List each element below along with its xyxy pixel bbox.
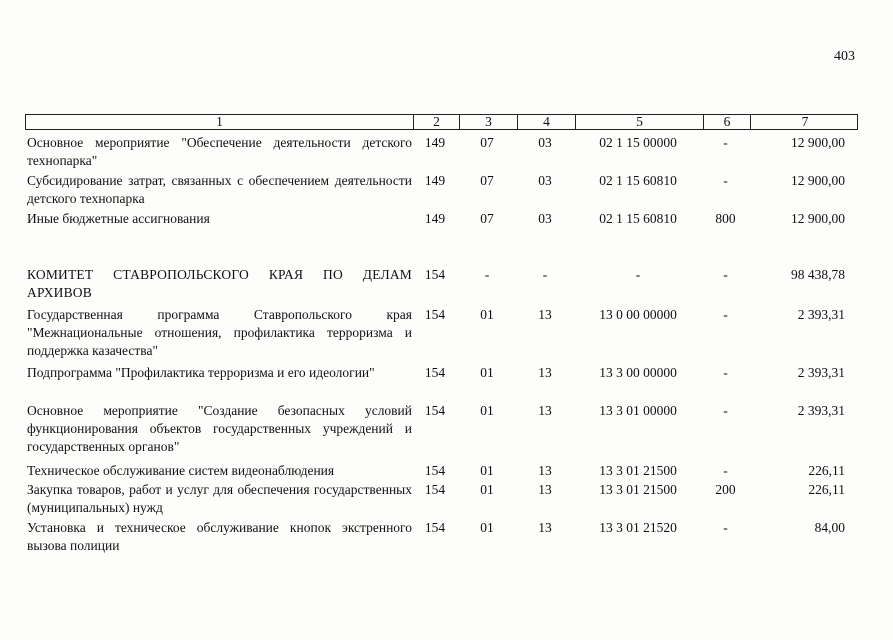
row-col-6: - [723,403,728,418]
row-col-5: 13 3 01 00000 [599,403,677,418]
header-col-2: 2 [413,115,459,129]
row-col-7: 12 900,00 [791,135,845,150]
row-col-3: 01 [480,482,494,497]
row-col-3: 01 [480,307,494,322]
header-col-5: 5 [575,115,703,129]
row-col-4: 03 [538,135,552,150]
header-col-1: 1 [216,114,223,129]
row-col-6: - [723,135,728,150]
table-row [25,172,858,208]
row-col-3: 07 [480,211,494,226]
row-col-3: 01 [480,520,494,535]
table-row [25,266,858,302]
header-col-3: 3 [459,115,517,129]
row-col-4: 13 [538,463,552,478]
table-row [25,306,858,360]
row-col-2: 154 [424,365,446,380]
row-col-2: 154 [424,482,446,497]
row-col-7: 226,11 [808,463,845,478]
row-col-5: 02 1 15 60810 [599,173,677,188]
row-name: Подпрограмма "Профилактика терроризма и его идеологии" [27,365,375,380]
row-col-3: 01 [480,403,494,418]
table-row [25,519,858,555]
row-col-4: 13 [538,403,552,418]
row-col-2: 149 [424,173,446,188]
row-col-5: 13 0 00 00000 [599,307,677,322]
row-col-7: 2 393,31 [797,365,845,380]
row-name: КОМИТЕТ СТАВРОПОЛЬСКОГО КРАЯ ПО ДЕЛАМ АРХИВОВ [27,267,412,300]
row-name: Закупка товаров, работ и услуг для обеспечения государственных (муниципальных) нужд [27,482,412,515]
row-col-2: 154 [424,520,446,535]
row-col-6: - [723,365,728,380]
header-col-6: 6 [703,115,750,129]
row-name: Техническое обслуживание систем видеонаблюдения [27,463,335,478]
row-col-2: 154 [424,463,446,478]
row-col-7: 12 900,00 [791,211,845,226]
row-col-2: 149 [424,135,446,150]
table-row [25,462,858,480]
row-col-3: 01 [480,365,494,380]
row-col-4: 13 [538,520,552,535]
row-col-5: 13 3 01 21500 [599,482,677,497]
row-col-7: 2 393,31 [797,403,845,418]
row-col-2: 149 [424,211,446,226]
row-col-7: 2 393,31 [797,307,845,322]
table-row [25,402,858,456]
budget-table [25,114,858,553]
row-col-5: 02 1 15 60810 [599,211,677,226]
row-col-6: - [723,307,728,322]
table-row [25,210,858,228]
row-col-7: 226,11 [808,482,845,497]
row-col-4: 13 [538,365,552,380]
table-row [25,481,858,517]
row-name: Основное мероприятие "Создание безопасных условий функционирования объектов государственных учреждений и государственных органов" [27,403,412,454]
row-col-5: 13 3 01 21520 [599,520,677,535]
row-col-4: - [542,267,548,282]
table-row [25,364,858,382]
row-col-6: 200 [715,482,736,497]
row-col-2: 154 [424,267,446,282]
row-col-5: - [635,267,641,282]
row-col-5: 13 3 01 21500 [599,463,677,478]
table-row [25,134,858,170]
row-col-4: 03 [538,173,552,188]
row-col-4: 13 [538,482,552,497]
table-header [25,114,858,130]
row-name: Установка и техническое обслуживание кнопок экстренного вызова полиции [27,520,412,553]
row-col-3: 07 [480,135,494,150]
row-col-4: 03 [538,211,552,226]
row-col-3: - [484,267,490,282]
row-col-6: - [723,267,728,282]
header-col-7: 7 [750,115,859,129]
row-col-6: - [723,173,728,188]
row-name: Иные бюджетные ассигнования [27,211,210,226]
row-name: Государственная программа Ставропольского края "Межнациональные отношения, профилактика терроризма и поддержка казачества" [27,307,412,358]
row-name: Субсидирование затрат, связанных с обеспечением деятельности детского технопарка [27,173,412,206]
row-col-4: 13 [538,307,552,322]
row-col-3: 07 [480,173,494,188]
row-col-5: 13 3 00 00000 [599,365,677,380]
row-col-7: 98 438,78 [791,267,845,282]
row-name: Основное мероприятие "Обеспечение деятельности детского технопарка" [27,135,412,168]
row-col-2: 154 [424,307,446,322]
row-col-7: 12 900,00 [791,173,845,188]
row-col-5: 02 1 15 00000 [599,135,677,150]
page-number: 403 [834,49,855,64]
row-col-7: 84,00 [814,520,845,535]
row-col-6: - [723,520,728,535]
row-col-2: 154 [424,403,446,418]
row-col-6: 800 [715,211,736,226]
row-col-3: 01 [480,463,494,478]
row-col-6: - [723,463,728,478]
header-col-4: 4 [517,115,575,129]
